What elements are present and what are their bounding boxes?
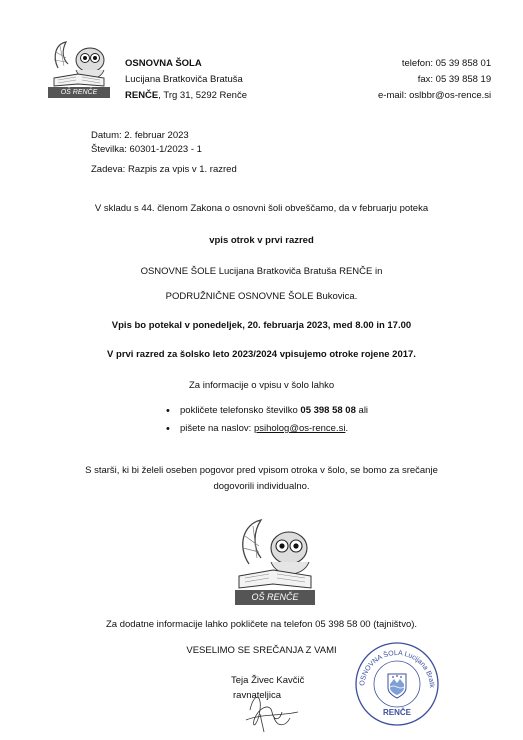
handwritten-signature [240, 690, 320, 735]
psychologist-email-link[interactable]: psiholog@os-rence.si [253, 423, 346, 434]
list-item: • pokličete telefonsko številko 05 398 58 08 ali [166, 402, 368, 420]
school-fax: fax: 05 39 858 19 [417, 74, 492, 85]
intro-text: V skladu s 44. členom Zakona o osnovni šoli obveščamo, da v februarju poteka [94, 203, 429, 214]
info-lead: Za informacije o vpisu v šolo lahko [189, 380, 335, 391]
school-logo-large [231, 516, 319, 608]
header-contact-block [378, 56, 491, 104]
school-name: OSNOVNA ŠOLA [125, 58, 202, 69]
document-subject: Zadeva: Razpis za vpis v 1. razred [91, 164, 237, 175]
stamp-place: RENČE [382, 708, 411, 717]
school-line-1: OSNOVNE ŠOLE Lucijana Bratkoviča Bratuša RENČE in [140, 266, 383, 277]
contact-list [166, 402, 368, 438]
parents-line-2: dogovorili individualno. [213, 481, 310, 492]
body-heading: vpis otrok v prvi razred [209, 235, 314, 246]
official-stamp [352, 638, 442, 728]
stamp-arc-text: OSNOVNA ŠOLA Lucijana Bratk [358, 649, 436, 689]
school-line-2: PODRUŽNIČNE OSNOVNE ŠOLE Bukovica. [165, 291, 358, 302]
header-school-block [125, 56, 247, 104]
school-address: RENČE, Trg 31, 5292 Renče [125, 90, 247, 101]
list-item: • pišete na naslov: psiholog@os-rence.si. [166, 420, 368, 438]
signer-name: Teja Živec Kavčič [231, 675, 305, 686]
school-phone: telefon: 05 39 858 01 [401, 58, 492, 69]
parents-line-1: S starši, ki bi želeli oseben pogovor pred vpisom otroka v šolo, se bomo za srečanje [85, 465, 438, 476]
closing-text: VESELIMO SE SREČANJA Z VAMI [186, 645, 337, 656]
document-meta [91, 129, 202, 157]
school-full-name: Lucijana Bratkoviča Bratuša [125, 74, 243, 85]
enrolment-date: Vpis bo potekal v ponedeljek, 20. februarja 2023, med 8.00 in 17.00 [111, 320, 412, 331]
more-info: Za dodatne informacije lahko pokličete na telefon 05 398 58 00 (tajništvo). [105, 619, 418, 630]
logo-caption: OŠ RENČE [60, 89, 98, 96]
school-email: e-mail: oslbbr@os-rence.si [378, 90, 492, 101]
school-logo [46, 38, 112, 100]
signer-role: ravnateljica [233, 690, 282, 701]
document-number: Številka: 60301-1/2023 - 1 [91, 144, 202, 155]
phone-number: 05 398 58 08 [300, 405, 356, 416]
enrolment-cohort: V prvi razred za šolsko leto 2023/2024 vpisujemo otroke rojene 2017. [107, 349, 416, 360]
logo-caption-large: OŠ RENČE [251, 592, 299, 602]
document-date: Datum: 2. februar 2023 [91, 130, 189, 141]
